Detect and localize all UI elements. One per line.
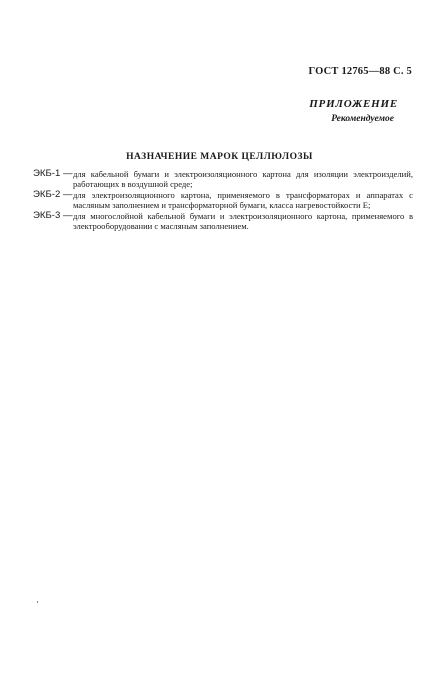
definition-code: ЭКБ-1 — bbox=[33, 168, 73, 179]
scan-speck bbox=[37, 601, 38, 603]
appendix-subtitle: Рекомендуемое bbox=[331, 114, 394, 124]
definition-item bbox=[33, 190, 413, 211]
definition-text: для электроизоляционного картона, применяемого в трансформаторах и аппаратах с масляным заполнением и трансформаторной бумаги, класса нагревостойкости Е; bbox=[73, 189, 413, 211]
definition-text: для кабельной бумаги и электроизоляционного картона для изоляции электроизделий, работающих в воздушной среде; bbox=[73, 169, 413, 190]
definition-item bbox=[33, 169, 413, 190]
definition-code: ЭКБ-2 — bbox=[33, 188, 73, 200]
definition-list bbox=[33, 169, 413, 231]
definition-item bbox=[33, 211, 413, 232]
appendix-title: ПРИЛОЖЕНИЕ bbox=[309, 98, 398, 110]
section-title: НАЗНАЧЕНИЕ МАРОК ЦЕЛЛЮЛОЗЫ bbox=[126, 152, 313, 162]
definition-code: ЭКБ-3 — bbox=[33, 209, 73, 221]
standard-header: ГОСТ 12765—88 С. 5 bbox=[308, 66, 412, 77]
definition-text: для многослойной кабельной бумаги и электроизоляционного картона, применяемого в электрооборудовании с масляным заполнением. bbox=[73, 210, 413, 232]
